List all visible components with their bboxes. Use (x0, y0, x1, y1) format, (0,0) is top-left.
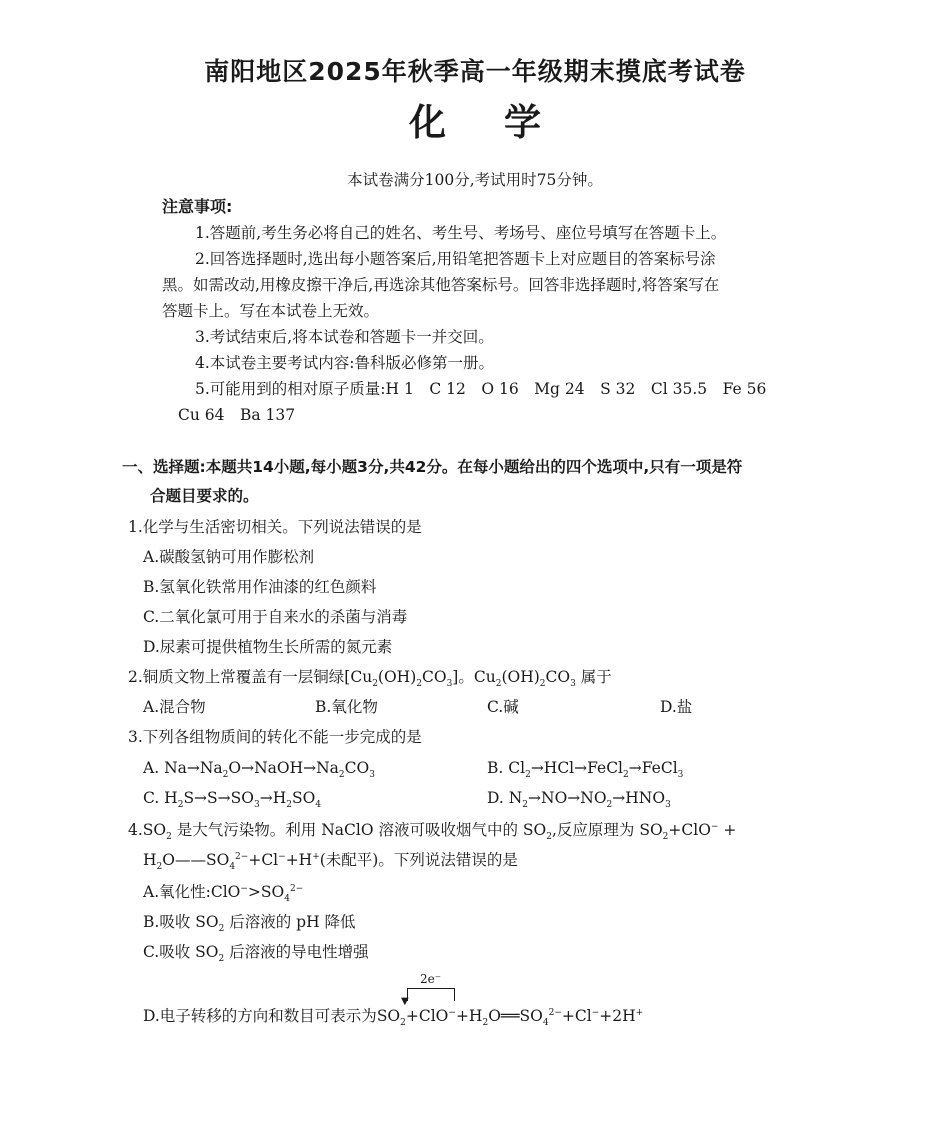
exam-meta: 本试卷满分100分,考试用时75分钟。 (347, 171, 603, 189)
note-3: 3.考试结束后,将本试卷和答题卡一并交回。 (195, 328, 494, 346)
exam-title: 南阳地区2025年秋季高一年级期末摸底考试卷 (204, 57, 746, 86)
q2-option-a: A.混合物 (143, 698, 206, 716)
note-2-line-3: 答题卡上。写在本试卷上无效。 (162, 302, 380, 320)
subject-title: 化学 (409, 101, 599, 144)
q3-option-a: A. $Na\to Na_2O\to NaOH\to Na_2CO_3$ (143, 759, 375, 781)
note-2-line-1: 2.回答选择题时,选出每小题答案后,用铅笔把答题卡上对应题目的答案标号涂 (195, 250, 716, 268)
electron-transfer-arrowhead: ▼ (401, 996, 409, 1007)
q4-option-b: B.吸收 $SO_2$ 后溶液的 pH 降低 (143, 913, 356, 935)
note-1: 1.答题前,考生务必将自己的姓名、考生号、考场号、座位号填写在答题卡上。 (195, 224, 727, 242)
q2-stem: 2.铜质文物上常覆盖有一层铜绿$[Cu_2(OH)_2CO_3]$。$Cu_2(OH)_2CO_3$ 属于 (128, 668, 612, 690)
note-4: 4.本试卷主要考试内容:鲁科版必修第一册。 (195, 354, 495, 372)
q2-option-d: D.盐 (660, 698, 693, 716)
q1-option-c: C.二氧化氯可用于自来水的杀菌与消毒 (143, 608, 408, 626)
q4-stem-line-2: $H_2O——SO_4^{2-}+Cl^-+H^+$(未配平)。下列说法错误的是 (143, 851, 518, 873)
q1-stem: 1.化学与生活密切相关。下列说法错误的是 (128, 518, 422, 536)
q3-stem: 3.下列各组物质间的转化不能一步完成的是 (128, 728, 422, 746)
q2-option-c: C.碱 (487, 698, 519, 716)
q4-option-d: D.电子转移的方向和数目可表示为$SO_2+ClO^-+H_2O══SO_4^{2-}+Cl^-+2H^+$ (143, 1007, 644, 1029)
electron-transfer-label: 2e⁻ (420, 972, 442, 986)
q4-option-a: A.氧化性$:ClO^->SO_4^{2-}$ (143, 883, 304, 905)
section-1-header-line-2: 合题目要求的。 (150, 487, 259, 505)
electron-transfer-bracket (407, 988, 455, 1001)
q4-stem-line-1: $4.SO_2$ 是大气污染物。利用 NaClO 溶液可吸收烟气中的 $SO_2$,反应原理为 $SO_2+ClO^-$ + (128, 821, 737, 843)
q2-option-b: B.氧化物 (315, 698, 378, 716)
note-5-line-1: 5.可能用到的相对原子质量:H 1 C 12 O 16 Mg 24 S 32 Cl 35.5 Fe 56 (195, 380, 767, 398)
note-2-line-2: 黑。如需改动,用橡皮擦干净后,再选涂其他答案标号。回答非选择题时,将答案写在 (162, 276, 720, 294)
q3-option-b: B. $Cl_2\to HCl\to FeCl_2\to FeCl_3$ (487, 759, 684, 781)
q1-option-d: D.尿素可提供植物生长所需的氮元素 (143, 638, 393, 656)
q4-option-c: C.吸收 $SO_2$ 后溶液的导电性增强 (143, 943, 369, 965)
note-5-line-2: Cu 64 Ba 137 (178, 406, 296, 424)
q3-option-c: C. $H_2S\to S\to SO_3\to H_2SO_4$ (143, 789, 322, 811)
section-1-header-line-1: 一、选择题:本题共14小题,每小题3分,共42分。在每小题给出的四个选项中,只有一项是符 (122, 458, 743, 476)
q1-option-a: A.碳酸氢钠可用作膨松剂 (143, 548, 315, 566)
q1-option-b: B.氢氧化铁常用作油漆的红色颜料 (143, 578, 377, 596)
q3-option-d: D. $N_2\to NO\to NO_2\to HNO_3$ (487, 789, 671, 811)
notes-heading: 注意事项: (162, 197, 233, 216)
